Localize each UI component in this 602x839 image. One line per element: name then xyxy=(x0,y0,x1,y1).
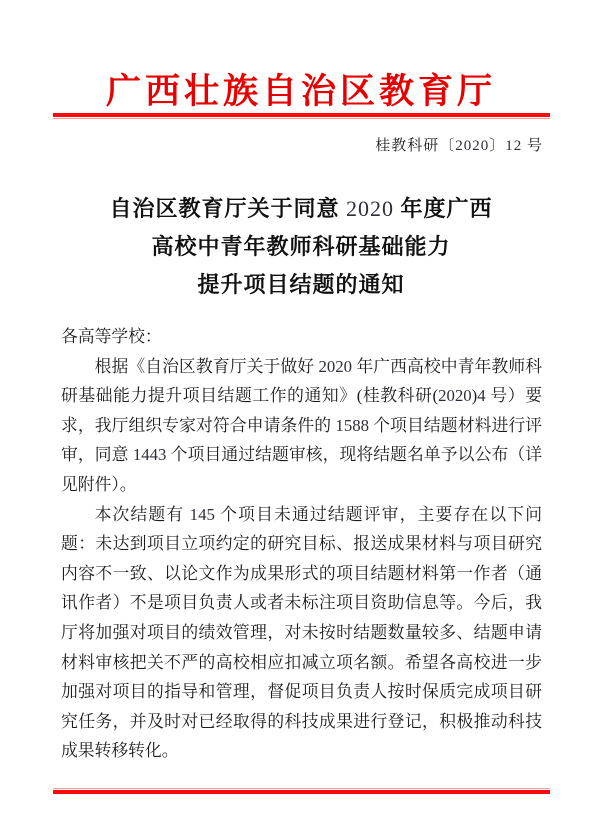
notice-title xyxy=(0,190,602,304)
notice-body xyxy=(61,322,542,766)
document-number: 桂教科研〔2020〕12 号 xyxy=(375,138,543,154)
red-separator-line-top xyxy=(53,113,550,119)
red-rule-thick xyxy=(53,790,550,794)
notice-title-line-1: 自治区教育厅关于同意 2020 年度广西 xyxy=(109,196,493,221)
paragraph-1: 根据《自治区教育厅关于做好 2020 年广西高校中青年教师科研基础能力提升项目结题工作的通知》(桂教科研(2020)4 号）要求，我厅组织专家对符合申请条件的 1588 个项目结题材料进行评审，同意 1443 个项目通过结题审核，现将结题名单予以公布（详见附件）。 xyxy=(61,356,542,494)
red-rule-thin xyxy=(53,118,550,119)
red-separator-line-bottom xyxy=(53,788,550,794)
notice-title-line-2: 高校中青年教师科研基础能力 xyxy=(151,234,451,259)
salutation: 各高等学校： xyxy=(61,327,162,346)
agency-header-title: 广西壮族自治区教育厅 xyxy=(105,72,496,111)
paragraph-2: 本次结题有 145 个项目未通过结题评审，主要存在以下问题：未达到项目立项约定的研究目标、报送成果材料与项目研究内容不一致、以论文作为成果形式的项目结题材料第一作者（通讯作者）不是项目负责人或者未标注项目资助信息等。今后，我厅将加强对项目的绩效管理，对未按时结题数量较多、结题申请材料审核把关不严的高校相应扣减立项名额。希望各高校进一步加强对项目的指导和管理，督促项目负责人按时保质完成项目研究任务，并及时对已经取得的科技成果进行登记，积极推动科技成果转移转化。 xyxy=(61,504,542,761)
red-rule-thick xyxy=(53,113,550,117)
notice-title-line-3: 提升项目结题的通知 xyxy=(197,272,405,297)
red-rule-thin xyxy=(53,788,550,789)
